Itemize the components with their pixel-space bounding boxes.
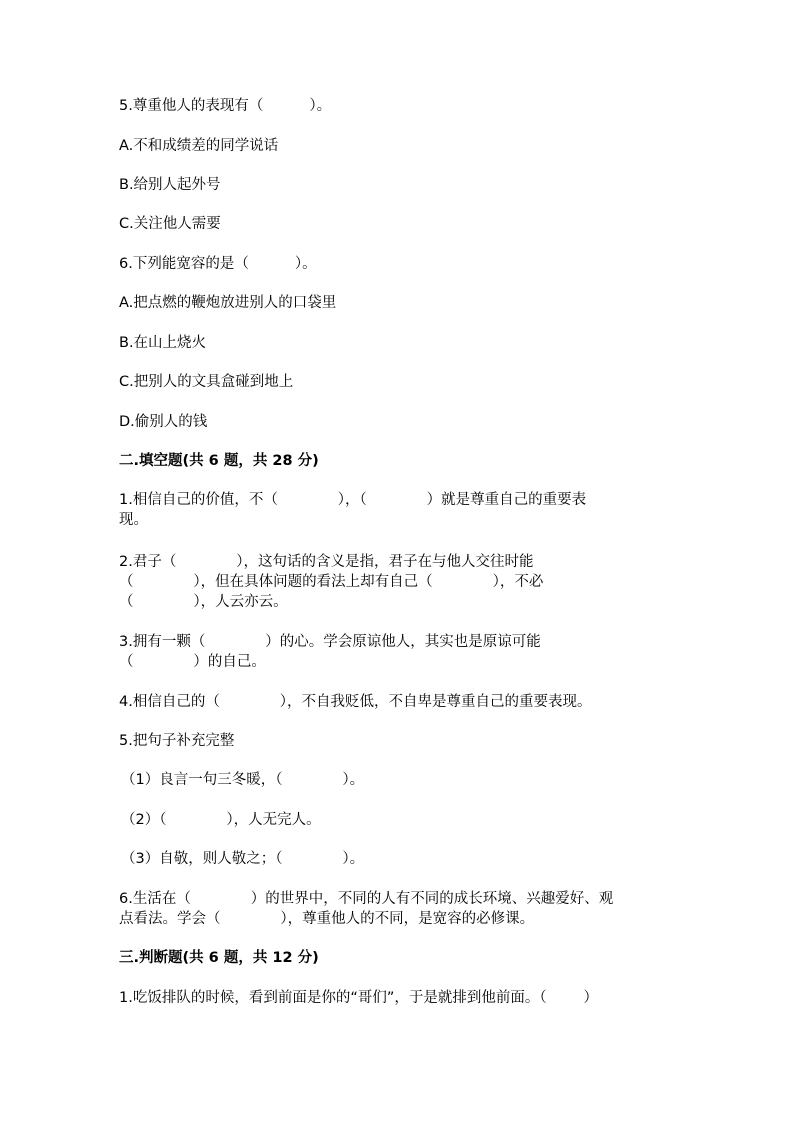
section-heading-true-false: 三.判断题(共 6 题，共 12 分) [119, 950, 319, 966]
fill-question-5: 5.把句子补充完整 [119, 733, 235, 749]
option-b: B.给别人起外号 [119, 177, 221, 193]
fill-question-6-cont: 点看法。学会（ ），尊重他人的不同，是宽容的必修课。 [119, 911, 535, 927]
fill-question-2: 2.君子（ ），这句话的含义是指，君子在与他人交往时能 [119, 554, 534, 570]
option-a: A.不和成绩差的同学说话 [119, 138, 279, 154]
question-5-mc: 5.尊重他人的表现有（ ）。 [119, 98, 332, 114]
question-6-mc: 6.下列能宽容的是（ ）。 [119, 256, 317, 272]
fill-question-2-cont: （ ），但在具体问题的看法上却有自己（ ），不必 [119, 574, 544, 590]
fill-question-3-cont: （ ）的自己。 [119, 654, 266, 670]
option-a: A.把点燃的鞭炮放进别人的口袋里 [119, 295, 337, 311]
option-d: D.偷别人的钱 [119, 414, 208, 430]
fill-question-5-part-1: （1）良言一句三冬暖，（ ）。 [121, 772, 365, 788]
option-b: B.在山上烧火 [119, 335, 207, 351]
section-heading-fill-in: 二.填空题(共 6 题，共 28 分) [119, 453, 319, 469]
fill-question-2-cont: （ ），人云亦云。 [119, 594, 288, 610]
fill-question-6: 6.生活在（ ）的世界中，不同的人有不同的成长环境、兴趣爱好、观 [119, 891, 614, 907]
option-c: C.关注他人需要 [119, 216, 221, 232]
option-c: C.把别人的文具盒碰到地上 [119, 374, 294, 390]
fill-question-1-cont: 现。 [119, 512, 148, 528]
fill-question-4: 4.相信自己的（ ），不自我贬低，不自卑是尊重自己的重要表现。 [119, 694, 592, 710]
fill-question-1: 1.相信自己的价值，不（ ），（ ）就是尊重自己的重要表 [119, 492, 587, 508]
fill-question-5-part-3: （3）自敬，则人敬之；（ ）。 [121, 851, 365, 867]
judge-question-1: 1.吃饭排队的时候，看到前面是你的“哥们”，于是就排到他前面。（ ） [119, 990, 598, 1006]
fill-question-3: 3.拥有一颗（ ）的心。学会原谅他人，其实也是原谅可能 [119, 634, 541, 650]
fill-question-5-part-2: （2）（ ），人无完人。 [121, 812, 321, 828]
